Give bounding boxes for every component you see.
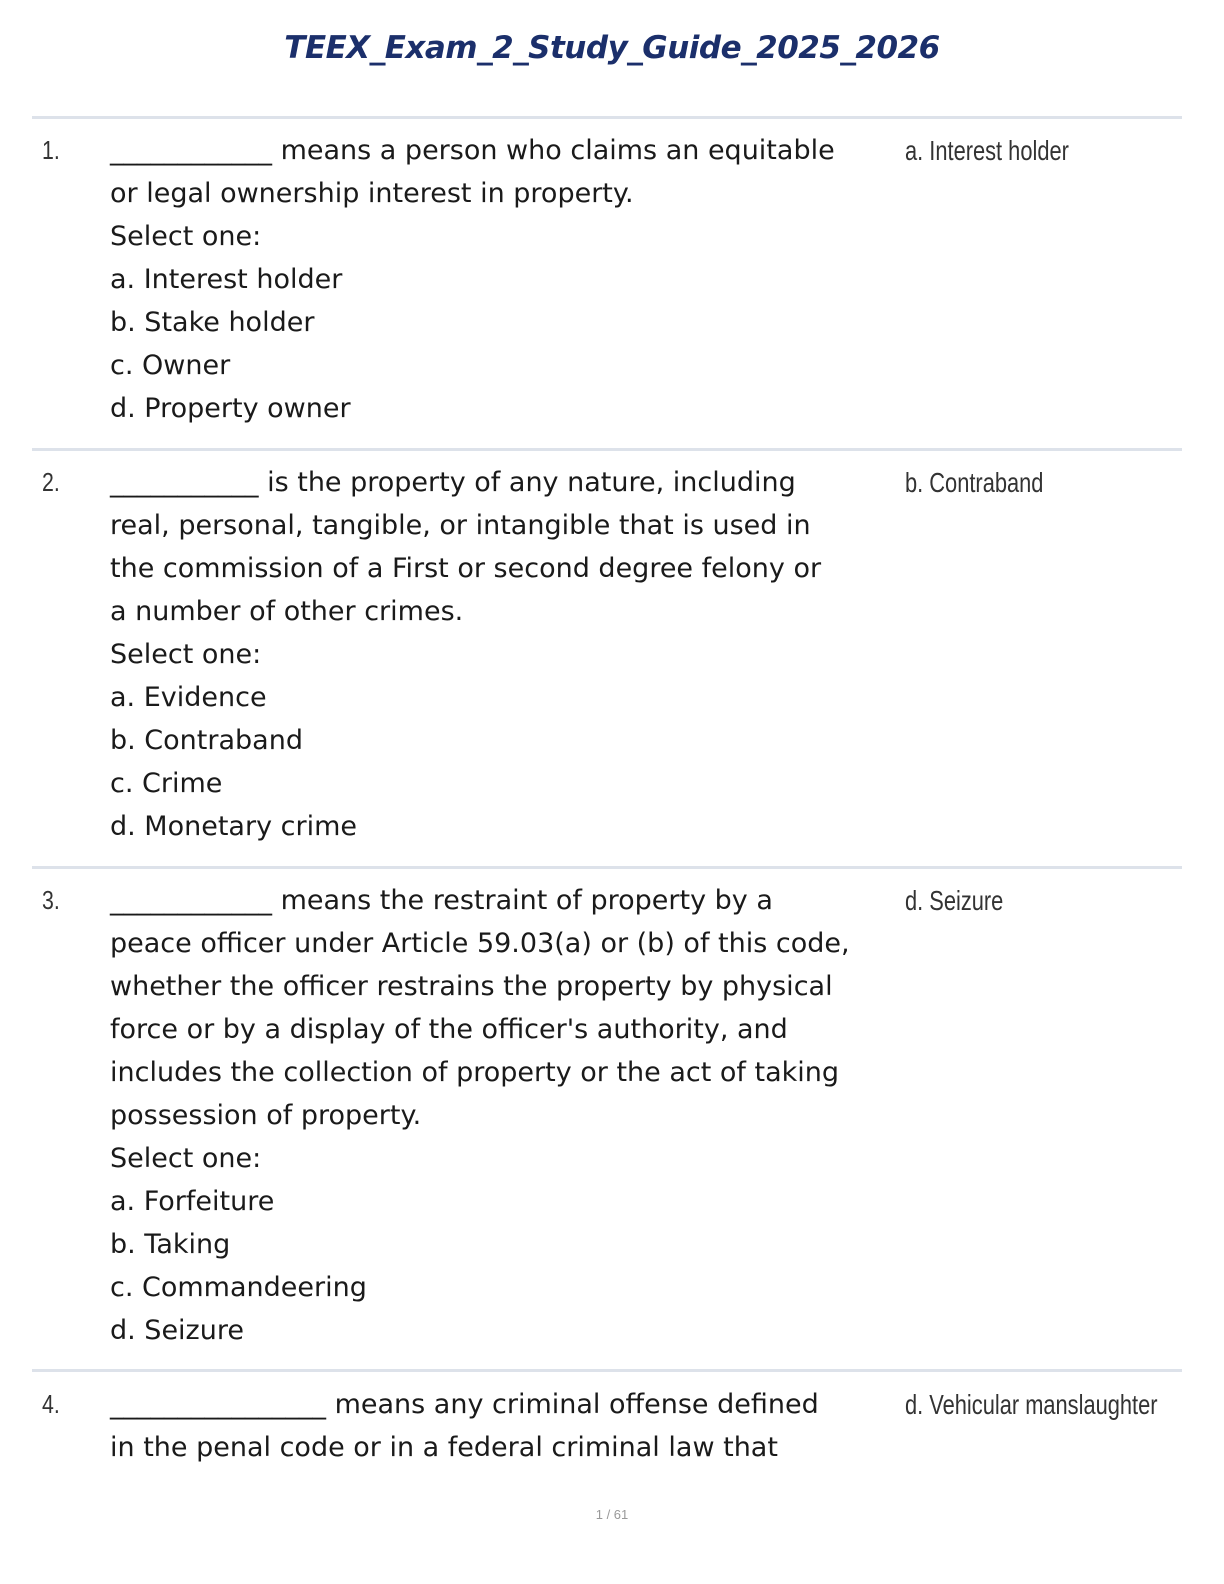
document-title: TEEX_Exam_2_Study_Guide_2025_2026	[284, 30, 940, 66]
divider	[32, 116, 1182, 119]
question-number: 4.	[42, 1389, 60, 1419]
question-line: in the penal code or in a federal criminal law that	[110, 1432, 778, 1463]
option-b: b. Contraband	[110, 725, 303, 756]
question-text	[110, 1383, 900, 1469]
page-number: 1 / 61	[595, 1507, 629, 1522]
answer-text: b. Contraband	[905, 467, 1044, 498]
option-c: c. Crime	[110, 768, 223, 799]
question-line: ____________ means a person who claims an equitable	[110, 135, 835, 166]
option-b: b. Taking	[110, 1229, 231, 1260]
question-line: ________________ means any criminal offense defined	[110, 1389, 819, 1420]
question-line: real, personal, tangible, or intangible that is used in	[110, 510, 811, 541]
question-line: ____________ means the restraint of property by a	[110, 885, 773, 916]
answer-text: d. Vehicular manslaughter	[905, 1389, 1158, 1420]
question-line: whether the officer restrains the property by physical	[110, 971, 833, 1002]
question-line: the commission of a First or second degree felony or	[110, 553, 822, 584]
question-line: peace officer under Article 59.03(a) or (b) of this code,	[110, 928, 850, 959]
select-prompt: Select one:	[110, 1143, 262, 1174]
option-a: a. Forfeiture	[110, 1186, 275, 1217]
option-d: d. Property owner	[110, 393, 351, 424]
question-line: force or by a display of the officer's authority, and	[110, 1014, 788, 1045]
answer-text: a. Interest holder	[905, 135, 1069, 166]
question-text	[110, 461, 900, 848]
option-c: c. Owner	[110, 350, 231, 381]
option-d: d. Monetary crime	[110, 811, 357, 842]
option-b: b. Stake holder	[110, 307, 315, 338]
option-c: c. Commandeering	[110, 1272, 367, 1303]
question-line: or legal ownership interest in property.	[110, 178, 634, 209]
question-number: 1.	[42, 135, 60, 165]
question-number: 2.	[42, 467, 60, 497]
divider	[32, 448, 1182, 451]
answer-text: d. Seizure	[905, 885, 1004, 916]
divider	[32, 866, 1182, 869]
divider	[32, 1369, 1182, 1372]
select-prompt: Select one:	[110, 639, 262, 670]
question-text	[110, 879, 900, 1352]
option-d: d. Seizure	[110, 1315, 244, 1346]
question-line: possession of property.	[110, 1100, 422, 1131]
question-text	[110, 129, 900, 430]
question-line: a number of other crimes.	[110, 596, 464, 627]
question-line: ___________ is the property of any nature, including	[110, 467, 796, 498]
question-line: includes the collection of property or the act of taking	[110, 1057, 840, 1088]
option-a: a. Evidence	[110, 682, 267, 713]
question-number: 3.	[42, 885, 60, 915]
select-prompt: Select one:	[110, 221, 262, 252]
option-a: a. Interest holder	[110, 264, 343, 295]
